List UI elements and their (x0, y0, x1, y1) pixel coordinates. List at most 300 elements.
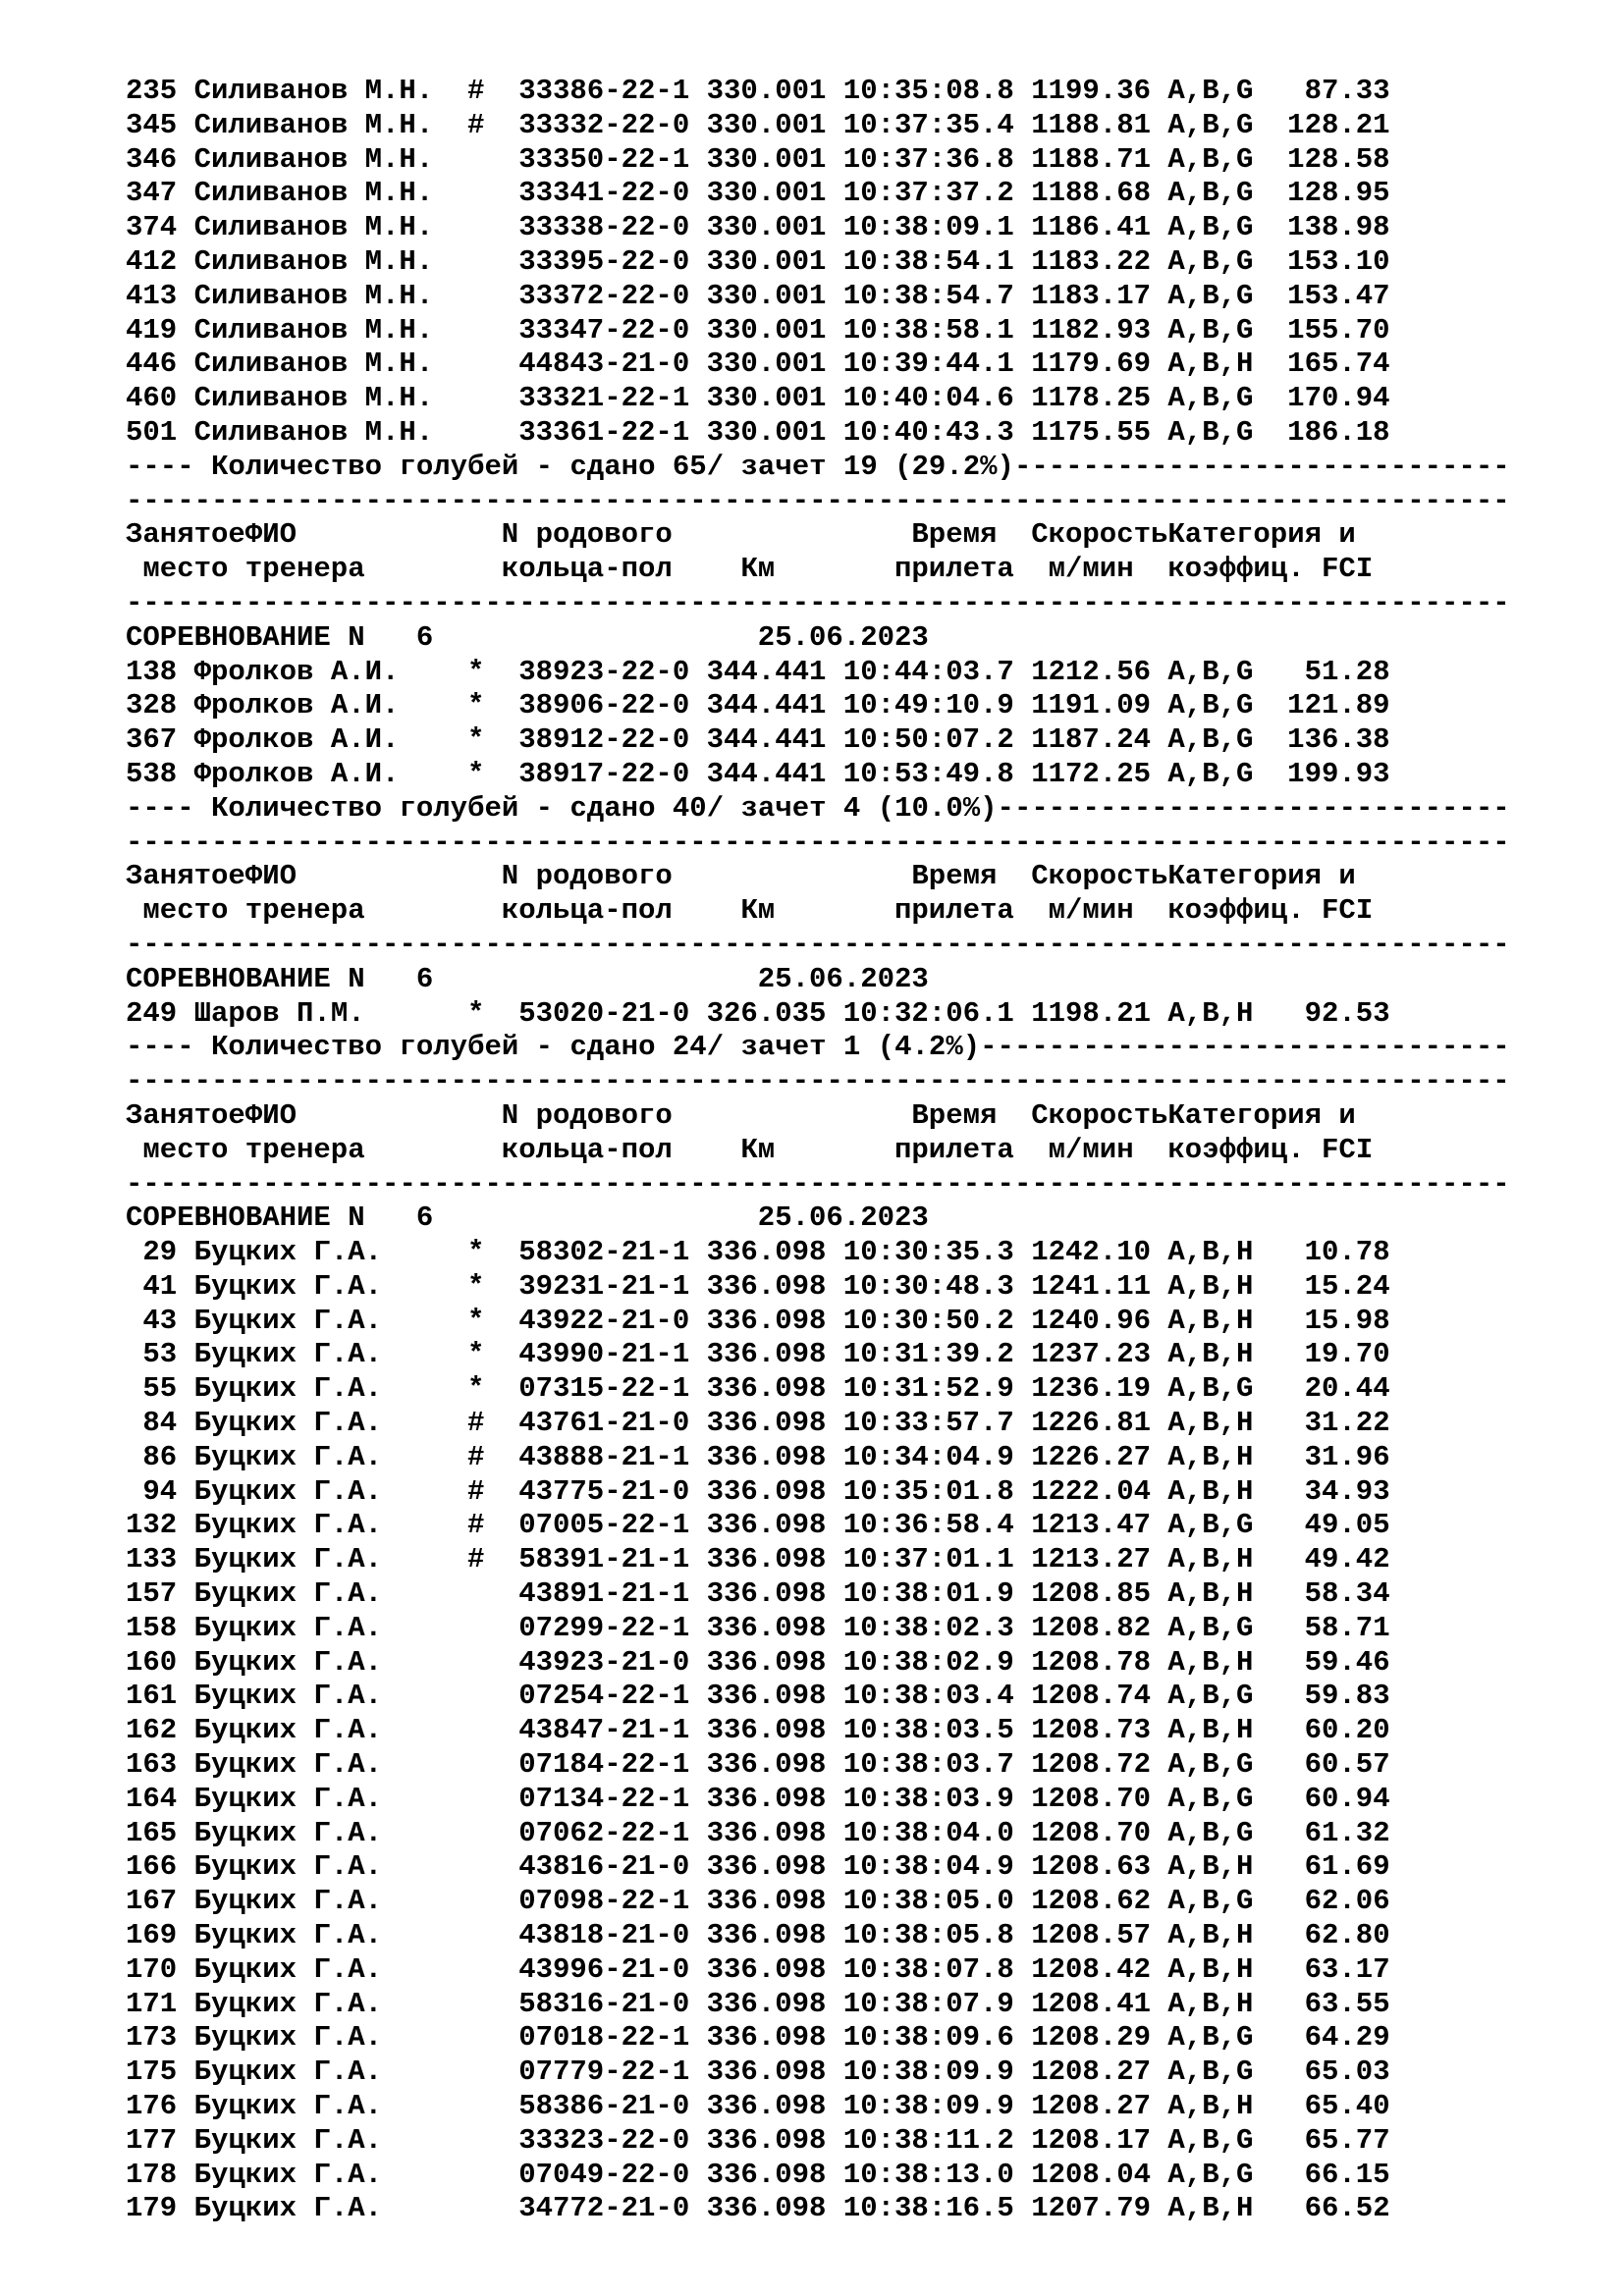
table-row (126, 1748, 1598, 1783)
ring-cell: 38923-22-0 (518, 655, 690, 688)
place-cell: 41 (142, 1269, 178, 1303)
km-cell: 326.035 (706, 996, 827, 1030)
time-cell: 10:38:09.9 (842, 2056, 1014, 2089)
results-document (126, 75, 1598, 2226)
speed-cell: 1241.11 (1031, 1269, 1152, 1303)
name-cell: Буцких Г.А. (193, 1680, 383, 1713)
speed-cell: 1172.25 (1031, 757, 1152, 790)
time-cell: 10:38:54.1 (842, 244, 1014, 278)
name-cell: Буцких Г.А. (193, 1474, 383, 1508)
category-cell: A,B,H (1167, 1543, 1254, 1576)
header-category: Категория и (1167, 518, 1356, 552)
speed-cell: 1208.27 (1031, 2090, 1152, 2123)
category-cell: A,B,G (1167, 279, 1254, 312)
table-row (126, 1646, 1598, 1681)
name-cell: Силиванов М.Н. (193, 279, 434, 312)
coef-cell: 62.06 (1304, 1885, 1390, 1918)
category-cell: A,B,H (1167, 1645, 1254, 1679)
category-cell: A,B,H (1167, 347, 1254, 381)
time-cell: 10:37:01.1 (842, 1543, 1014, 1576)
coef-cell: 60.57 (1304, 1748, 1390, 1782)
km-cell: 330.001 (706, 244, 827, 278)
time-cell: 10:34:04.9 (842, 1440, 1014, 1473)
header-fio: ФИО (244, 860, 298, 893)
name-cell: Буцких Г.А. (193, 1577, 383, 1611)
place-cell: 165 (125, 1816, 178, 1849)
speed-cell: 1208.41 (1031, 1987, 1152, 2020)
time-cell: 10:39:44.1 (842, 347, 1014, 381)
header-fio: ФИО (244, 518, 298, 552)
km-cell: 336.098 (706, 1372, 827, 1406)
name-cell: Буцких Г.А. (193, 1850, 383, 1884)
header-category: Категория и (1167, 1098, 1356, 1132)
summary-line (126, 1031, 1598, 1065)
name-cell: Буцких Г.А. (193, 1372, 383, 1406)
category-cell: A,B,H (1167, 1269, 1254, 1303)
ring-cell: 34772-21-0 (518, 2192, 690, 2225)
speed-cell: 1188.68 (1031, 177, 1152, 210)
table-row (126, 177, 1598, 211)
name-cell: Буцких Г.А. (193, 1543, 383, 1576)
place-cell: 162 (125, 1714, 178, 1747)
ring-cell: 33347-22-0 (518, 313, 690, 347)
table-row (126, 347, 1598, 382)
speed-cell: 1182.93 (1031, 313, 1152, 347)
km-cell: 336.098 (706, 1338, 827, 1371)
coef-cell: 31.22 (1304, 1407, 1390, 1440)
table-row (126, 1270, 1598, 1305)
place-cell: 374 (125, 211, 178, 244)
speed-cell: 1208.04 (1031, 2158, 1152, 2191)
speed-cell: 1187.24 (1031, 723, 1152, 757)
separator: --------------------------------------------------------------------------------- (126, 826, 1510, 859)
coef-cell: 20.44 (1304, 1372, 1390, 1406)
name-cell: Буцких Г.А. (193, 2090, 383, 2123)
separator: --------------------------------------------------------------------------------- (126, 1065, 1510, 1098)
place-cell: 346 (125, 142, 178, 176)
header-time: Время (911, 860, 998, 893)
name-cell: Силиванов М.Н. (193, 142, 434, 176)
ring-cell: 43816-21-0 (518, 1850, 690, 1884)
coef-cell: 60.20 (1304, 1714, 1390, 1747)
time-cell: 10:38:13.0 (842, 2158, 1014, 2191)
mark-cell: * (467, 1304, 485, 1337)
name-cell: Фролков А.И. (193, 689, 400, 722)
time-cell: 10:38:07.9 (842, 1987, 1014, 2020)
header-category-2: коэффиц. FCI (1167, 1133, 1374, 1166)
category-cell: A,B,H (1167, 1338, 1254, 1371)
speed-cell: 1240.96 (1031, 1304, 1152, 1337)
km-cell: 336.098 (706, 1919, 827, 1952)
km-cell: 336.098 (706, 1269, 827, 1303)
table-row (126, 75, 1598, 109)
ring-cell: 33338-22-0 (518, 211, 690, 244)
name-cell: Буцких Г.А. (193, 1816, 383, 1849)
coef-cell: 138.98 (1287, 211, 1390, 244)
mark-cell: # (467, 1543, 485, 1576)
time-cell: 10:44:03.7 (842, 655, 1014, 688)
name-cell: Буцких Г.А. (193, 1338, 383, 1371)
coef-cell: 186.18 (1287, 415, 1390, 449)
header-category: Категория и (1167, 860, 1356, 893)
km-cell: 336.098 (706, 1304, 827, 1337)
name-cell: Силиванов М.Н. (193, 75, 434, 107)
coef-cell: 153.47 (1287, 279, 1390, 312)
place-cell: 164 (125, 1782, 178, 1815)
speed-cell: 1226.27 (1031, 1440, 1152, 1473)
table-row (126, 1338, 1598, 1372)
speed-cell: 1237.23 (1031, 1338, 1152, 1371)
place-cell: 413 (125, 279, 178, 312)
category-cell: A,B,G (1167, 142, 1254, 176)
category-cell: A,B,G (1167, 655, 1254, 688)
category-cell: A,B,G (1167, 177, 1254, 210)
km-cell: 336.098 (706, 2123, 827, 2157)
coef-cell: 199.93 (1287, 757, 1390, 790)
coef-cell: 66.15 (1304, 2158, 1390, 2191)
ring-cell: 07062-22-1 (518, 1816, 690, 1849)
header-place-2: место (142, 1133, 229, 1166)
ring-cell: 43996-21-0 (518, 1952, 690, 1986)
header-fio-2: тренера (244, 894, 365, 928)
time-cell: 10:38:58.1 (842, 313, 1014, 347)
summary-text: ---- Количество голубей - сдано 24/ зачет 1 (4.2%)------------------------------- (126, 1031, 1510, 1064)
time-cell: 10:38:03.4 (842, 1680, 1014, 1713)
table-row (126, 143, 1598, 178)
table-row (126, 2021, 1598, 2056)
separator-line (126, 1168, 1598, 1202)
separator: --------------------------------------------------------------------------------- (126, 1167, 1510, 1201)
ring-cell: 43922-21-0 (518, 1304, 690, 1337)
speed-cell: 1186.41 (1031, 211, 1152, 244)
table-row (126, 1372, 1598, 1407)
table-row (126, 1612, 1598, 1646)
mark-cell: # (467, 1509, 485, 1542)
place-cell: 133 (125, 1543, 178, 1576)
place-cell: 84 (142, 1407, 178, 1440)
mark-cell: * (467, 1338, 485, 1371)
category-cell: A,B,G (1167, 382, 1254, 415)
time-cell: 10:38:07.8 (842, 1952, 1014, 1986)
coef-cell: 121.89 (1287, 689, 1390, 722)
header-speed-2: м/мин (1048, 894, 1134, 928)
ring-cell: 44843-21-0 (518, 347, 690, 381)
coef-cell: 170.94 (1287, 382, 1390, 415)
header-place: Занятое (126, 860, 245, 893)
place-cell: 55 (142, 1372, 178, 1406)
ring-cell: 07049-22-0 (518, 2158, 690, 2191)
header-speed: Скорость (1031, 1098, 1168, 1132)
speed-cell: 1212.56 (1031, 655, 1152, 688)
speed-cell: 1208.29 (1031, 2021, 1152, 2055)
category-cell: A,B,G (1167, 1372, 1254, 1406)
coef-cell: 155.70 (1287, 313, 1390, 347)
speed-cell: 1208.72 (1031, 1748, 1152, 1782)
name-cell: Буцких Г.А. (193, 2056, 383, 2089)
coef-cell: 65.03 (1304, 2056, 1390, 2089)
ring-cell: 43761-21-0 (518, 1407, 690, 1440)
header-ring-2: кольца-пол (501, 553, 673, 586)
km-cell: 344.441 (706, 655, 827, 688)
mark-cell: * (467, 1269, 485, 1303)
time-cell: 10:38:05.8 (842, 1919, 1014, 1952)
category-cell: A,B,H (1167, 1304, 1254, 1337)
category-cell: A,B,H (1167, 1577, 1254, 1611)
mark-cell: * (467, 1236, 485, 1269)
ring-cell: 07779-22-1 (518, 2056, 690, 2089)
place-cell: 175 (125, 2056, 178, 2089)
km-cell: 330.001 (706, 108, 827, 141)
category-cell: A,B,G (1167, 1509, 1254, 1542)
place-cell: 163 (125, 1748, 178, 1782)
coef-cell: 66.52 (1304, 2192, 1390, 2225)
place-cell: 170 (125, 1952, 178, 1986)
name-cell: Буцких Г.А. (193, 1236, 383, 1269)
name-cell: Силиванов М.Н. (193, 382, 434, 415)
name-cell: Буцких Г.А. (193, 1782, 383, 1815)
time-cell: 10:38:05.0 (842, 1885, 1014, 1918)
km-cell: 336.098 (706, 1782, 827, 1815)
mark-cell: # (467, 108, 485, 141)
km-cell: 336.098 (706, 1816, 827, 1849)
ring-cell: 58316-21-0 (518, 1987, 690, 2020)
ring-cell: 38917-22-0 (518, 757, 690, 790)
time-cell: 10:38:04.0 (842, 1816, 1014, 1849)
time-cell: 10:33:57.7 (842, 1407, 1014, 1440)
coef-cell: 49.05 (1304, 1509, 1390, 1542)
competition-date: 25.06.2023 (757, 620, 929, 654)
header-place-2: место (142, 894, 229, 928)
table-row (126, 1407, 1598, 1441)
time-cell: 10:37:37.2 (842, 177, 1014, 210)
ring-cell: 33321-22-1 (518, 382, 690, 415)
table-row (126, 245, 1598, 280)
time-cell: 10:38:03.9 (842, 1782, 1014, 1815)
name-cell: Силиванов М.Н. (193, 347, 434, 381)
coef-cell: 128.21 (1287, 108, 1390, 141)
header-place: Занятое (126, 1098, 245, 1132)
category-cell: A,B,H (1167, 1236, 1254, 1269)
ring-cell: 43847-21-1 (518, 1714, 690, 1747)
km-cell: 330.001 (706, 142, 827, 176)
time-cell: 10:38:03.7 (842, 1748, 1014, 1782)
coef-cell: 34.93 (1304, 1474, 1390, 1508)
km-cell: 336.098 (706, 1748, 827, 1782)
ring-cell: 43990-21-1 (518, 1338, 690, 1371)
place-cell: 178 (125, 2158, 178, 2191)
name-cell: Силиванов М.Н. (193, 313, 434, 347)
place-cell: 179 (125, 2192, 178, 2225)
coef-cell: 58.71 (1304, 1611, 1390, 1644)
name-cell: Буцких Г.А. (193, 1611, 383, 1644)
speed-cell: 1208.70 (1031, 1782, 1152, 1815)
time-cell: 10:53:49.8 (842, 757, 1014, 790)
category-cell: A,B,H (1167, 1952, 1254, 1986)
time-cell: 10:38:09.9 (842, 2090, 1014, 2123)
category-cell: A,B,G (1167, 1885, 1254, 1918)
speed-cell: 1226.81 (1031, 1407, 1152, 1440)
place-cell: 161 (125, 1680, 178, 1713)
category-cell: A,B,H (1167, 1407, 1254, 1440)
separator: --------------------------------------------------------------------------------- (126, 586, 1510, 619)
header-time: Время (911, 1098, 998, 1132)
ring-cell: 33372-22-0 (518, 279, 690, 312)
summary-text: ---- Количество голубей - сдано 40/ зачет 4 (10.0%)------------------------------ (126, 791, 1510, 825)
table-row (126, 382, 1598, 416)
coef-cell: 61.32 (1304, 1816, 1390, 1849)
km-cell: 344.441 (706, 723, 827, 757)
category-cell: A,B,H (1167, 1919, 1254, 1952)
place-cell: 158 (125, 1611, 178, 1644)
category-cell: A,B,H (1167, 1440, 1254, 1473)
speed-cell: 1208.73 (1031, 1714, 1152, 1747)
ring-cell: 38912-22-0 (518, 723, 690, 757)
speed-cell: 1208.63 (1031, 1850, 1152, 1884)
header-category-2: коэффиц. FCI (1167, 894, 1374, 928)
coef-cell: 128.95 (1287, 177, 1390, 210)
coef-cell: 15.24 (1304, 1269, 1390, 1303)
km-cell: 330.001 (706, 279, 827, 312)
km-cell: 336.098 (706, 2090, 827, 2123)
km-cell: 330.001 (706, 415, 827, 449)
time-cell: 10:40:04.6 (842, 382, 1014, 415)
separator-line (126, 587, 1598, 621)
table-row (126, 1953, 1598, 1988)
ring-cell: 07254-22-1 (518, 1680, 690, 1713)
coef-cell: 60.94 (1304, 1782, 1390, 1815)
mark-cell: # (467, 1474, 485, 1508)
table-row (126, 1305, 1598, 1339)
km-cell: 330.001 (706, 382, 827, 415)
time-cell: 10:38:11.2 (842, 2123, 1014, 2157)
separator-line (126, 485, 1598, 519)
coef-cell: 63.17 (1304, 1952, 1390, 1986)
table-row (126, 1441, 1598, 1475)
km-cell: 336.098 (706, 1952, 827, 1986)
name-cell: Буцких Г.А. (193, 1919, 383, 1952)
ring-cell: 33323-22-0 (518, 2123, 690, 2157)
name-cell: Буцких Г.А. (193, 1748, 383, 1782)
coef-cell: 58.34 (1304, 1577, 1390, 1611)
place-cell: 138 (125, 655, 178, 688)
time-cell: 10:38:09.6 (842, 2021, 1014, 2055)
name-cell: Буцких Г.А. (193, 1885, 383, 1918)
km-cell: 336.098 (706, 2056, 827, 2089)
coef-cell: 136.38 (1287, 723, 1390, 757)
time-cell: 10:38:54.7 (842, 279, 1014, 312)
name-cell: Фролков А.И. (193, 655, 400, 688)
coef-cell: 49.42 (1304, 1543, 1390, 1576)
header-fio-2: тренера (244, 1133, 365, 1166)
category-cell: A,B,H (1167, 2090, 1254, 2123)
header-row-2 (126, 1134, 1598, 1168)
category-cell: A,B,H (1167, 1850, 1254, 1884)
category-cell: A,B,G (1167, 2021, 1254, 2055)
ring-cell: 43888-21-1 (518, 1440, 690, 1473)
place-cell: 345 (125, 108, 178, 141)
km-cell: 336.098 (706, 1236, 827, 1269)
name-cell: Буцких Г.А. (193, 2123, 383, 2157)
name-cell: Буцких Г.А. (193, 1987, 383, 2020)
km-cell: 330.001 (706, 75, 827, 107)
category-cell: A,B,H (1167, 996, 1254, 1030)
coef-cell: 65.77 (1304, 2123, 1390, 2157)
header-km: Км (740, 894, 776, 928)
header-fio: ФИО (244, 1098, 298, 1132)
speed-cell: 1222.04 (1031, 1474, 1152, 1508)
speed-cell: 1236.19 (1031, 1372, 1152, 1406)
speed-cell: 1208.27 (1031, 2056, 1152, 2089)
time-cell: 10:38:04.9 (842, 1850, 1014, 1884)
name-cell: Буцких Г.А. (193, 2192, 383, 2225)
place-cell: 176 (125, 2090, 178, 2123)
speed-cell: 1178.25 (1031, 382, 1152, 415)
speed-cell: 1208.70 (1031, 1816, 1152, 1849)
ring-cell: 43891-21-1 (518, 1577, 690, 1611)
header-ring-2: кольца-пол (501, 1133, 673, 1166)
km-cell: 330.001 (706, 177, 827, 210)
time-cell: 10:38:16.5 (842, 2192, 1014, 2225)
category-cell: A,B,G (1167, 757, 1254, 790)
table-row (126, 211, 1598, 245)
speed-cell: 1208.57 (1031, 1919, 1152, 1952)
place-cell: 235 (125, 75, 178, 107)
category-cell: A,B,G (1167, 689, 1254, 722)
category-cell: A,B,G (1167, 2123, 1254, 2157)
category-cell: A,B,G (1167, 1748, 1254, 1782)
place-cell: 166 (125, 1850, 178, 1884)
header-ring-2: кольца-пол (501, 894, 673, 928)
coef-cell: 63.55 (1304, 1987, 1390, 2020)
header-row-2 (126, 553, 1598, 587)
summary-text: ---- Количество голубей - сдано 65/ зачет 19 (29.2%)----------------------------- (126, 450, 1510, 483)
category-cell: A,B,G (1167, 108, 1254, 141)
km-cell: 336.098 (706, 1850, 827, 1884)
time-cell: 10:37:36.8 (842, 142, 1014, 176)
time-cell: 10:35:01.8 (842, 1474, 1014, 1508)
category-cell: A,B,H (1167, 2192, 1254, 2225)
speed-cell: 1183.22 (1031, 244, 1152, 278)
coef-cell: 64.29 (1304, 2021, 1390, 2055)
summary-line (126, 451, 1598, 485)
km-cell: 336.098 (706, 1509, 827, 1542)
coef-cell: 31.96 (1304, 1440, 1390, 1473)
ring-cell: 43923-21-0 (518, 1645, 690, 1679)
category-cell: A,B,H (1167, 1714, 1254, 1747)
header-ring: N родового (501, 518, 673, 552)
km-cell: 336.098 (706, 2021, 827, 2055)
coef-cell: 165.74 (1287, 347, 1390, 381)
time-cell: 10:38:01.9 (842, 1577, 1014, 1611)
km-cell: 344.441 (706, 757, 827, 790)
km-cell: 336.098 (706, 1440, 827, 1473)
ring-cell: 58391-21-1 (518, 1543, 690, 1576)
time-cell: 10:49:10.9 (842, 689, 1014, 722)
header-row-1 (126, 518, 1598, 553)
header-fio-2: тренера (244, 553, 365, 586)
ring-cell: 07315-22-1 (518, 1372, 690, 1406)
name-cell: Буцких Г.А. (193, 2158, 383, 2191)
km-cell: 336.098 (706, 2192, 827, 2225)
coef-cell: 92.53 (1304, 996, 1390, 1030)
mark-cell: * (467, 996, 485, 1030)
speed-cell: 1213.47 (1031, 1509, 1152, 1542)
time-cell: 10:30:50.2 (842, 1304, 1014, 1337)
name-cell: Фролков А.И. (193, 723, 400, 757)
table-row (126, 656, 1598, 690)
name-cell: Буцких Г.А. (193, 1509, 383, 1542)
mark-cell: * (467, 1372, 485, 1406)
